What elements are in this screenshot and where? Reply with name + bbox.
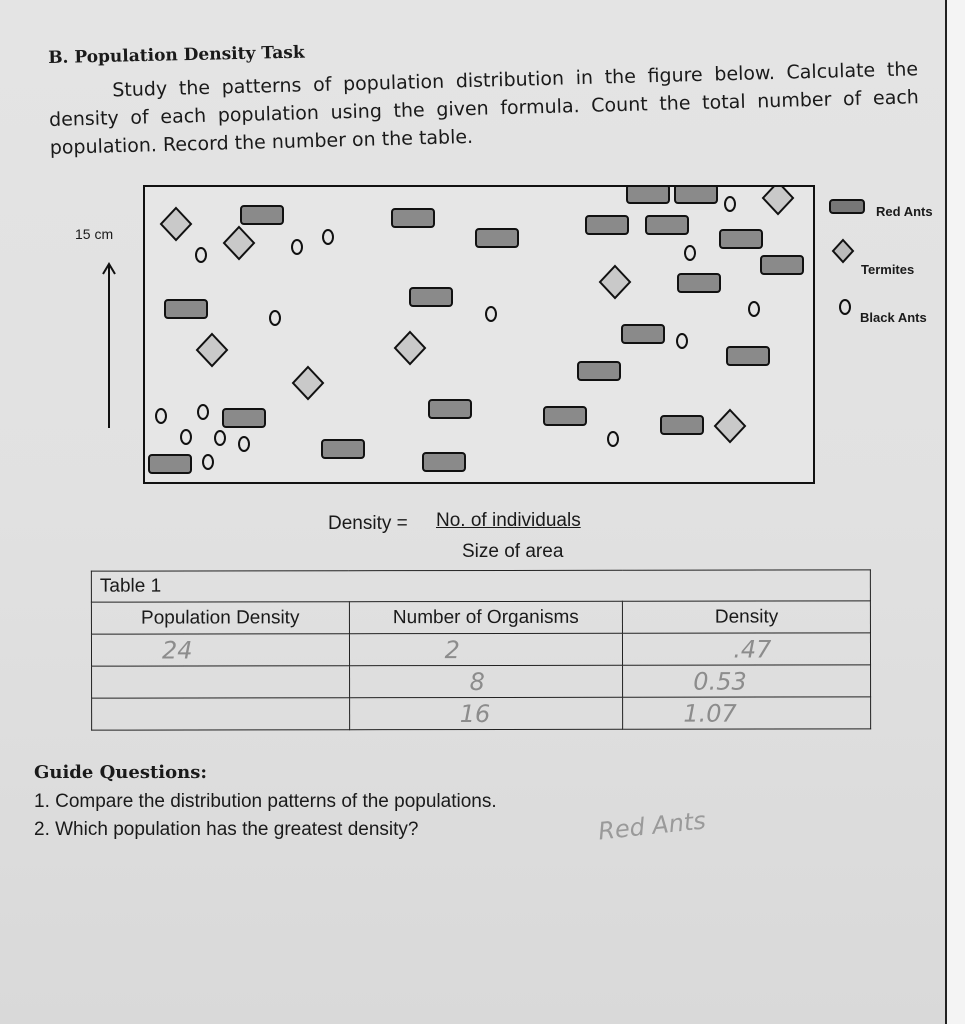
red-ant-mark xyxy=(678,274,720,292)
termite-mark xyxy=(763,187,793,214)
black-ant-mark xyxy=(181,430,191,444)
guide-questions xyxy=(34,762,497,847)
red-ant-mark xyxy=(241,206,283,224)
black-ant-mark xyxy=(239,437,249,451)
handwritten-cell[interactable] xyxy=(92,698,350,730)
black-ant-mark xyxy=(608,432,618,446)
termite-mark xyxy=(395,332,425,364)
black-ant-mark xyxy=(215,431,225,445)
termite-mark xyxy=(197,334,227,366)
black-ant-mark xyxy=(203,455,213,469)
table-header: Population Density xyxy=(91,602,349,634)
black-ant-mark xyxy=(198,405,208,419)
red-ant-mark xyxy=(720,230,762,248)
guide-title: Guide Questions: xyxy=(34,762,207,783)
termite-mark xyxy=(224,227,254,259)
table-header-row xyxy=(91,601,870,634)
organism-field xyxy=(145,187,813,482)
guide-question: 1. Compare the distribution patterns of the populations. xyxy=(34,791,497,812)
table-row xyxy=(92,697,871,730)
population-figure xyxy=(143,185,815,484)
red-ant-mark xyxy=(429,400,471,418)
red-ant-mark xyxy=(627,187,669,203)
handwritten-cell[interactable] xyxy=(92,666,350,698)
handwritten-cell[interactable]: 24 xyxy=(91,634,349,666)
density-formula xyxy=(328,508,648,568)
figure-legend xyxy=(828,190,953,340)
handwritten-cell[interactable]: 0.53 xyxy=(623,665,871,697)
black-ant-mark xyxy=(196,248,206,262)
black-ant-mark xyxy=(725,197,735,211)
red-ant-mark xyxy=(622,325,664,343)
red-ant-mark xyxy=(223,409,265,427)
black-ant-mark xyxy=(749,302,759,316)
formula-denominator: Size of area xyxy=(462,541,564,562)
table-header: Density xyxy=(623,601,871,633)
termite-mark xyxy=(293,367,323,399)
formula-numerator: No. of individuals xyxy=(436,510,581,531)
legend-label: Black Ants xyxy=(860,310,927,325)
handwritten-cell[interactable]: 2 xyxy=(349,633,623,665)
circle-icon xyxy=(836,296,856,320)
rectangle-icon xyxy=(828,196,868,216)
red-ant-mark xyxy=(423,453,465,471)
task-instructions: Study the patterns of population distribution in the figure below. Calculate the density of each population using the given formula. Count the total number of each population. Record the number on the table. xyxy=(48,58,920,159)
termite-mark xyxy=(600,266,630,298)
section-title: B. Population Density Task xyxy=(48,42,305,68)
handwritten-cell[interactable]: 1.07 xyxy=(623,697,871,729)
red-ant-mark xyxy=(165,300,207,318)
handwritten-cell[interactable]: .47 xyxy=(623,633,871,665)
red-ant-mark xyxy=(661,416,703,434)
black-ant-mark xyxy=(323,230,333,244)
diamond-icon xyxy=(831,238,857,264)
termite-mark xyxy=(161,208,191,240)
handwritten-answer[interactable]: Red Ants xyxy=(596,806,708,846)
black-ant-mark xyxy=(677,334,687,348)
black-ant-mark xyxy=(292,240,302,254)
red-ant-mark xyxy=(149,455,191,473)
guide-question: 2. Which population has the greatest density? xyxy=(34,819,419,840)
legend-label: Red Ants xyxy=(876,204,933,219)
scale-label: 15 cm xyxy=(75,226,114,242)
page-edge xyxy=(945,0,965,1024)
black-ant-mark xyxy=(270,311,280,325)
red-ant-mark xyxy=(578,362,620,380)
table-header: Number of Organisms xyxy=(349,601,623,633)
formula-lhs: Density = xyxy=(328,513,408,534)
legend-label: Termites xyxy=(861,262,915,277)
handwritten-cell[interactable]: 16 xyxy=(349,697,623,729)
red-ant-mark xyxy=(675,187,717,203)
termite-mark xyxy=(715,410,745,442)
red-ant-mark xyxy=(761,256,803,274)
red-ant-mark xyxy=(586,216,628,234)
table-row xyxy=(92,665,871,698)
table-caption: Table 1 xyxy=(91,570,870,602)
red-ant-mark xyxy=(410,288,452,306)
red-ant-mark xyxy=(727,347,769,365)
handwritten-cell[interactable]: 8 xyxy=(349,665,623,697)
red-ant-mark xyxy=(322,440,364,458)
black-ant-mark xyxy=(486,307,496,321)
red-ant-mark xyxy=(544,407,586,425)
population-table xyxy=(91,569,871,730)
black-ant-mark xyxy=(156,409,166,423)
scale-arrow xyxy=(101,262,117,430)
red-ant-mark xyxy=(646,216,688,234)
red-ant-mark xyxy=(392,209,434,227)
table-row xyxy=(91,633,870,666)
red-ant-mark xyxy=(476,229,518,247)
black-ant-mark xyxy=(685,246,695,260)
